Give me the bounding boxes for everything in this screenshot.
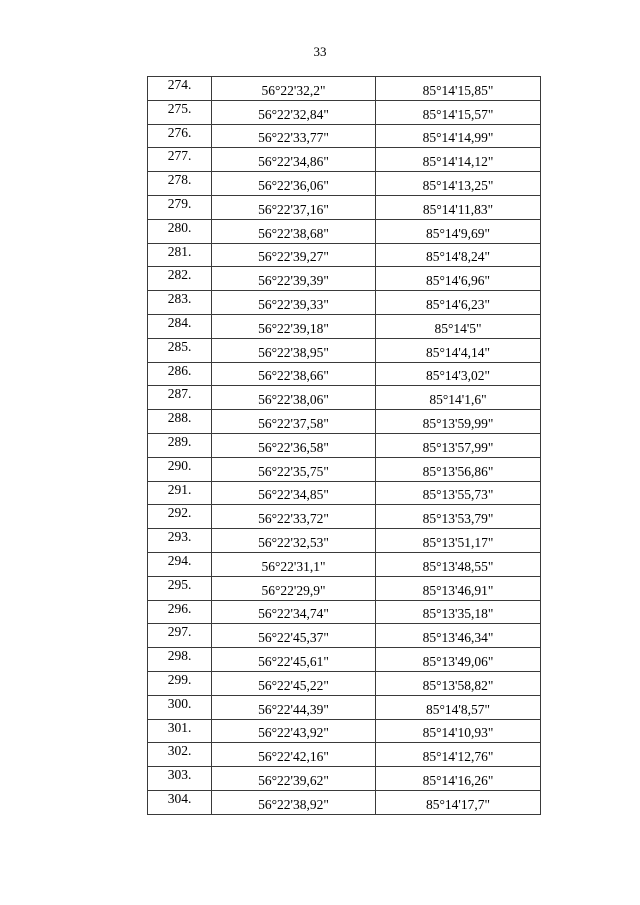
point-number-cell: 295. xyxy=(148,576,212,600)
point-number-cell: 296. xyxy=(148,600,212,624)
point-number-cell: 300. xyxy=(148,695,212,719)
longitude-cell: 85°13'56,86" xyxy=(376,457,541,481)
table-row xyxy=(148,338,541,362)
latitude-cell: 56°22'36,58" xyxy=(212,433,376,457)
longitude-cell: 85°14'8,24" xyxy=(376,243,541,267)
longitude-cell: 85°14'14,12" xyxy=(376,148,541,172)
table-row xyxy=(148,291,541,315)
point-number-cell: 297. xyxy=(148,624,212,648)
table-row xyxy=(148,433,541,457)
latitude-cell: 56°22'38,92" xyxy=(212,790,376,814)
table-row xyxy=(148,124,541,148)
table-row xyxy=(148,77,541,101)
latitude-cell: 56°22'38,95" xyxy=(212,338,376,362)
table-row xyxy=(148,790,541,814)
latitude-cell: 56°22'37,58" xyxy=(212,410,376,434)
table-row xyxy=(148,172,541,196)
point-number-cell: 304. xyxy=(148,790,212,814)
latitude-cell: 56°22'39,33" xyxy=(212,291,376,315)
latitude-cell: 56°22'45,37" xyxy=(212,624,376,648)
latitude-cell: 56°22'34,86" xyxy=(212,148,376,172)
latitude-cell: 56°22'33,77" xyxy=(212,124,376,148)
longitude-cell: 85°14'3,02" xyxy=(376,362,541,386)
longitude-cell: 85°14'15,85" xyxy=(376,77,541,101)
page-number: 33 xyxy=(313,44,327,59)
table-row xyxy=(148,529,541,553)
point-number-cell: 302. xyxy=(148,743,212,767)
point-number-cell: 294. xyxy=(148,552,212,576)
point-number-cell: 288. xyxy=(148,410,212,434)
point-number-cell: 284. xyxy=(148,314,212,338)
point-number-cell: 292. xyxy=(148,505,212,529)
latitude-cell: 56°22'38,68" xyxy=(212,219,376,243)
longitude-cell: 85°13'57,99" xyxy=(376,433,541,457)
latitude-cell: 56°22'42,16" xyxy=(212,743,376,767)
point-number-cell: 277. xyxy=(148,148,212,172)
table-row xyxy=(148,600,541,624)
table-row xyxy=(148,362,541,386)
point-number-cell: 286. xyxy=(148,362,212,386)
longitude-cell: 85°13'53,79" xyxy=(376,505,541,529)
table-row xyxy=(148,743,541,767)
table-row xyxy=(148,648,541,672)
latitude-cell: 56°22'36,06" xyxy=(212,172,376,196)
point-number-cell: 282. xyxy=(148,267,212,291)
latitude-cell: 56°22'33,72" xyxy=(212,505,376,529)
table-row xyxy=(148,219,541,243)
point-number-cell: 280. xyxy=(148,219,212,243)
table-row xyxy=(148,481,541,505)
longitude-cell: 85°14'15,57" xyxy=(376,100,541,124)
latitude-cell: 56°22'37,16" xyxy=(212,195,376,219)
longitude-cell: 85°13'35,18" xyxy=(376,600,541,624)
longitude-cell: 85°14'6,23" xyxy=(376,291,541,315)
longitude-cell: 85°13'55,73" xyxy=(376,481,541,505)
point-number-cell: 303. xyxy=(148,767,212,791)
point-number-cell: 276. xyxy=(148,124,212,148)
latitude-cell: 56°22'32,53" xyxy=(212,529,376,553)
latitude-cell: 56°22'31,1" xyxy=(212,552,376,576)
latitude-cell: 56°22'29,9" xyxy=(212,576,376,600)
longitude-cell: 85°13'49,06" xyxy=(376,648,541,672)
table-row xyxy=(148,314,541,338)
table-row xyxy=(148,552,541,576)
latitude-cell: 56°22'45,61" xyxy=(212,648,376,672)
longitude-cell: 85°14'16,26" xyxy=(376,767,541,791)
longitude-cell: 85°14'9,69" xyxy=(376,219,541,243)
point-number-cell: 289. xyxy=(148,433,212,457)
longitude-cell: 85°14'6,96" xyxy=(376,267,541,291)
table-row xyxy=(148,267,541,291)
latitude-cell: 56°22'39,18" xyxy=(212,314,376,338)
latitude-cell: 56°22'32,84" xyxy=(212,100,376,124)
table-row xyxy=(148,505,541,529)
table-row xyxy=(148,576,541,600)
latitude-cell: 56°22'45,22" xyxy=(212,671,376,695)
table-row xyxy=(148,386,541,410)
point-number-cell: 290. xyxy=(148,457,212,481)
longitude-cell: 85°13'51,17" xyxy=(376,529,541,553)
latitude-cell: 56°22'38,06" xyxy=(212,386,376,410)
point-number-cell: 285. xyxy=(148,338,212,362)
latitude-cell: 56°22'39,27" xyxy=(212,243,376,267)
point-number-cell: 287. xyxy=(148,386,212,410)
table-row xyxy=(148,148,541,172)
longitude-cell: 85°14'12,76" xyxy=(376,743,541,767)
point-number-cell: 279. xyxy=(148,195,212,219)
longitude-cell: 85°14'5" xyxy=(376,314,541,338)
latitude-cell: 56°22'34,74" xyxy=(212,600,376,624)
latitude-cell: 56°22'39,39" xyxy=(212,267,376,291)
latitude-cell: 56°22'32,2" xyxy=(212,77,376,101)
longitude-cell: 85°14'11,83" xyxy=(376,195,541,219)
latitude-cell: 56°22'44,39" xyxy=(212,695,376,719)
table-row xyxy=(148,624,541,648)
point-number-cell: 275. xyxy=(148,100,212,124)
longitude-cell: 85°14'13,25" xyxy=(376,172,541,196)
table-row xyxy=(148,195,541,219)
table-row xyxy=(148,100,541,124)
latitude-cell: 56°22'43,92" xyxy=(212,719,376,743)
table-row xyxy=(148,719,541,743)
table-row xyxy=(148,410,541,434)
point-number-cell: 298. xyxy=(148,648,212,672)
table-row xyxy=(148,671,541,695)
coordinates-table xyxy=(147,76,541,815)
longitude-cell: 85°13'46,91" xyxy=(376,576,541,600)
longitude-cell: 85°14'4,14" xyxy=(376,338,541,362)
coordinates-table-body xyxy=(148,77,541,815)
point-number-cell: 291. xyxy=(148,481,212,505)
point-number-cell: 278. xyxy=(148,172,212,196)
table-row xyxy=(148,695,541,719)
longitude-cell: 85°14'14,99" xyxy=(376,124,541,148)
point-number-cell: 301. xyxy=(148,719,212,743)
point-number-cell: 293. xyxy=(148,529,212,553)
point-number-cell: 274. xyxy=(148,77,212,101)
longitude-cell: 85°14'8,57" xyxy=(376,695,541,719)
point-number-cell: 281. xyxy=(148,243,212,267)
longitude-cell: 85°14'17,7" xyxy=(376,790,541,814)
table-row xyxy=(148,457,541,481)
latitude-cell: 56°22'39,62" xyxy=(212,767,376,791)
longitude-cell: 85°14'1,6" xyxy=(376,386,541,410)
table-row xyxy=(148,767,541,791)
longitude-cell: 85°13'48,55" xyxy=(376,552,541,576)
point-number-cell: 299. xyxy=(148,671,212,695)
longitude-cell: 85°13'46,34" xyxy=(376,624,541,648)
latitude-cell: 56°22'38,66" xyxy=(212,362,376,386)
latitude-cell: 56°22'34,85" xyxy=(212,481,376,505)
longitude-cell: 85°13'59,99" xyxy=(376,410,541,434)
table-row xyxy=(148,243,541,267)
point-number-cell: 283. xyxy=(148,291,212,315)
longitude-cell: 85°13'58,82" xyxy=(376,671,541,695)
latitude-cell: 56°22'35,75" xyxy=(212,457,376,481)
longitude-cell: 85°14'10,93" xyxy=(376,719,541,743)
